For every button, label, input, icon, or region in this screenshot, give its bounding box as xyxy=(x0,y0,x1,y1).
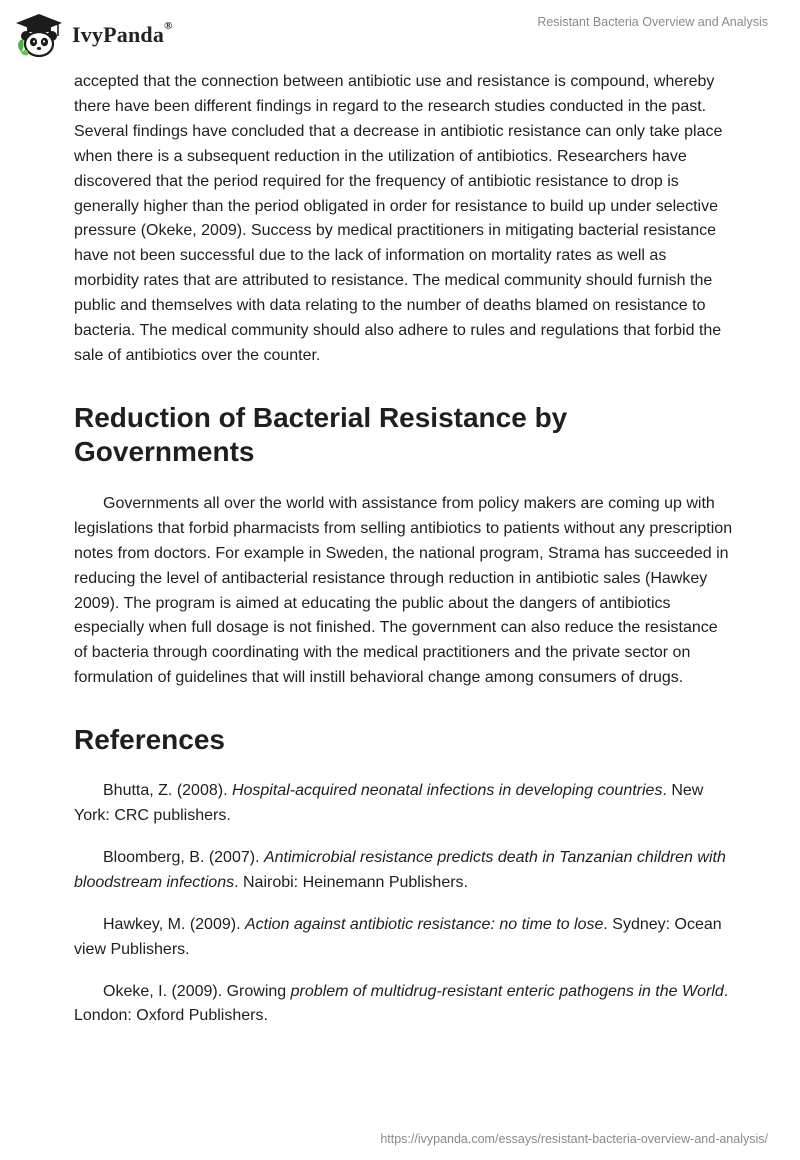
source-url-link[interactable]: https://ivypanda.com/essays/resistant-bacteria-overview-and-analysis/ xyxy=(380,1132,768,1146)
ivypanda-logo[interactable] xyxy=(14,12,173,58)
document-title: Resistant Bacteria Overview and Analysis xyxy=(537,15,768,29)
reference-item: Okeke, I. (2009). Growing problem of multidrug-resistant enteric pathogens in the World. London: Oxford Publishers. xyxy=(74,982,729,1025)
essay-content xyxy=(74,70,734,1046)
brand-name: IvyPanda® xyxy=(72,20,173,47)
page-header xyxy=(0,0,800,70)
references-list xyxy=(74,779,734,1029)
reference-item: Bloomberg, B. (2007). Antimicrobial resistance predicts death in Tanzanian children with bloodstream infections. Nairobi: Heinemann Publishers. xyxy=(74,848,726,891)
section-heading-reduction: Reduction of Bacterial Resistance by Governments xyxy=(74,401,568,467)
governments-paragraph: Governments all over the world with assistance from policy makers are coming up with legislations that forbid pharmacists from selling antibiotics to patients without any prescription notes from doctors. For example in Sweden, the national program, Strama has succeeded in reducing the level of antibacterial resistance through reduction in antibiotic sales (Hawkey 2009). The program is aimed at educating the public about the dangers of antibiotics especially when full dosage is not finished. The government can also reduce the resistance of bacteria through coordinating with the medical practitioners and the private sector on formulation of guidelines that will instill behavioral change among consumers of drugs. xyxy=(74,494,733,687)
intro-paragraph: accepted that the connection between antibiotic use and resistance is compound, whereby there have been different findings in regard to the research studies conducted in the past. Several findings have concluded that a decrease in antibiotic resistance can only take place when there is a subsequent reduction in the utilization of antibiotics. Researchers have discovered that the period required for the frequency of antibiotic resistance to drop is generally higher than the period obligated in order for resistance to build up under selective pressure (Okeke, 2009). Success by medical practitioners in mitigating bacterial resistance have not been successful due to the lack of information on mortality rates as well as morbidity rates that are attributed to resistance. The medical community should furnish the public and themselves with data relating to the number of deaths blamed on resistance to bacteria. The medical community should also adhere to rules and regulations that forbid the sale of antibiotics over the counter. xyxy=(74,73,723,364)
references-heading: References xyxy=(74,724,225,756)
reference-item: Hawkey, M. (2009). Action against antibiotic resistance: no time to lose. Sydney: Ocean view Publishers. xyxy=(74,915,722,958)
reference-item: Bhutta, Z. (2008). Hospital-acquired neonatal infections in developing countries. New York: CRC publishers. xyxy=(74,782,704,825)
panda-grad-cap-icon xyxy=(14,12,64,58)
